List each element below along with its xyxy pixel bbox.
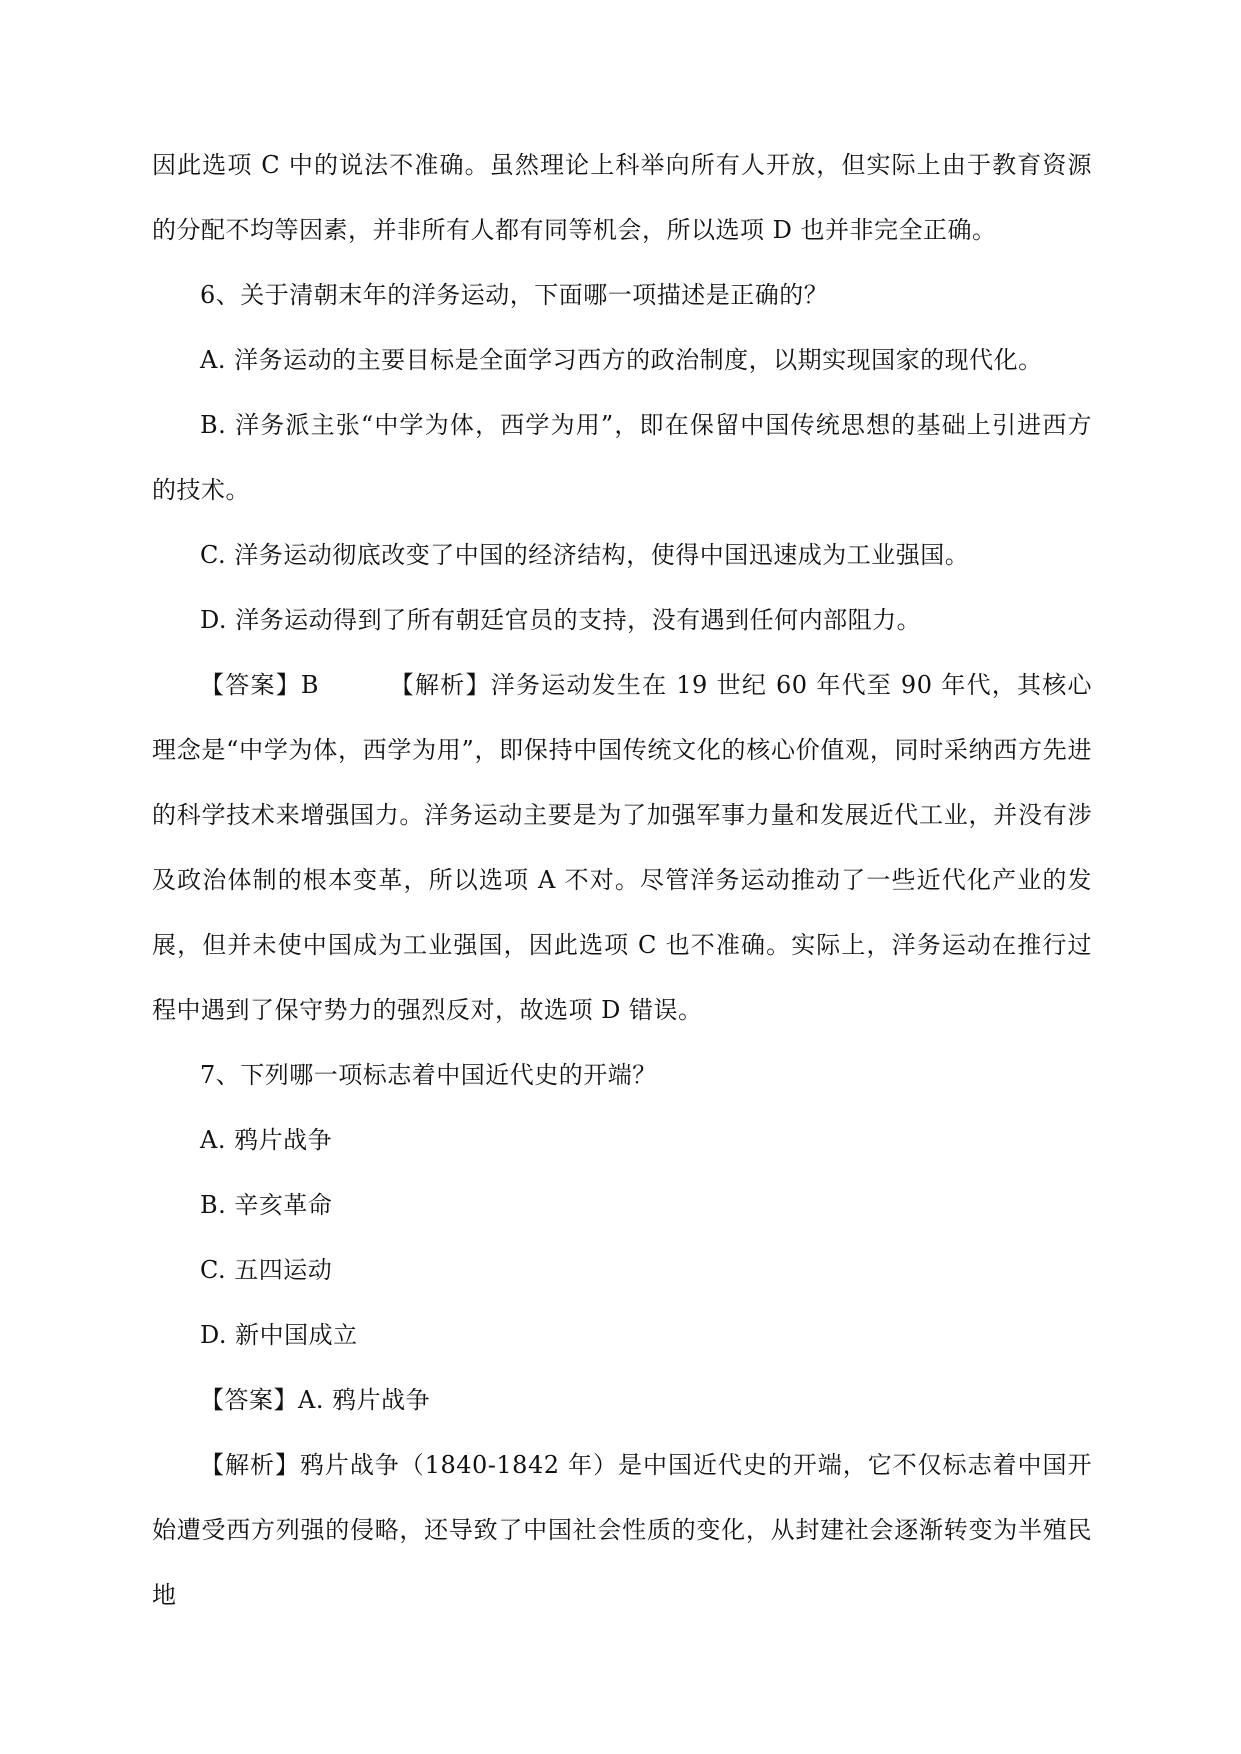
question-6-analysis: 【解析】洋务运动发生在 19 世纪 60 年代至 90 年代，其核心理念是“中学为体，西学为用”，即保持中国传统文化的核心价值观，同时采纳西方先进的科学技术来增强国力。洋务运动主要是为了加强军事力量和发展近代工业，并没有涉及政治体制的根本变革，所以选项 A 不对。尽管洋务运动推动了一些近代化产业的发展，但并未使中国成为工业强国，因此选项 C 也不准确。实际上，洋务运动在推行过程中遇到了保守势力的强烈反对，故选项 D 错误。	[152, 671, 1093, 1024]
question-6-option-b: B. 洋务派主张“中学为体，西学为用”，即在保留中国传统思想的基础上引进西方的技术。	[152, 411, 1092, 504]
paragraph-continuation: 因此选项 C 中的说法不准确。虽然理论上科举向所有人开放，但实际上由于教育资源的分配不均等因素，并非所有人都有同等机会，所以选项 D 也并非完全正确。	[152, 151, 1092, 244]
question-7-option-a: A. 鸦片战争	[200, 1126, 333, 1154]
question-6: 6、关于清朝末年的洋务运动，下面哪一项描述是正确的？	[200, 281, 829, 309]
question-6-option-a: A. 洋务运动的主要目标是全面学习西方的政治制度，以期实现国家的现代化。	[200, 346, 1043, 374]
question-7-answer: 【答案】A. 鸦片战争	[200, 1386, 431, 1414]
question-7-option-b: B. 辛亥革命	[200, 1191, 333, 1219]
question-7-option-d: D. 新中国成立	[200, 1321, 358, 1349]
question-6-answer: 【答案】B	[200, 671, 320, 699]
question-6-option-c: C. 洋务运动彻底改变了中国的经济结构，使得中国迅速成为工业强国。	[200, 541, 970, 569]
question-6-option-d: D. 洋务运动得到了所有朝廷官员的支持，没有遇到任何内部阻力。	[200, 606, 922, 634]
question-7: 7、下列哪一项标志着中国近代史的开端？	[200, 1061, 657, 1089]
question-7-analysis: 【解析】鸦片战争（1840-1842 年）是中国近代史的开端，它不仅标志着中国开始遭受西方列强的侵略，还导致了中国社会性质的变化，从封建社会逐渐转变为半殖民地	[152, 1451, 1092, 1609]
question-6-answer-block	[152, 653, 1092, 1043]
question-7-option-c: C. 五四运动	[200, 1256, 333, 1284]
document-page	[152, 133, 1092, 1628]
